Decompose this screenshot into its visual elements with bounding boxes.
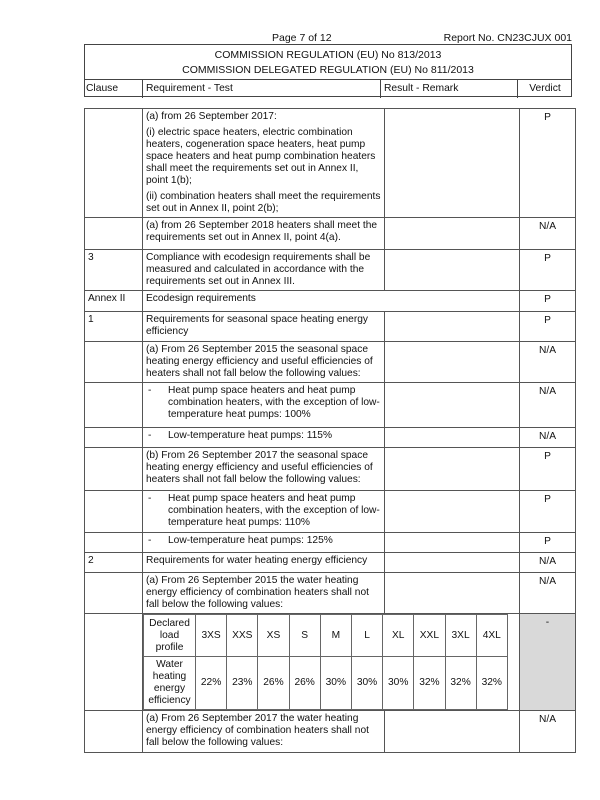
requirement-cell: (b) From 26 September 2017 the seasonal space heating energy efficiency and useful efficiencies of heaters shall not fall below the following values: (143, 448, 385, 491)
result-cell (385, 428, 520, 448)
verdict-cell: P (520, 491, 576, 533)
requirements-table (84, 108, 576, 753)
table-row (85, 383, 576, 428)
clause-cell (85, 533, 143, 553)
report-number: Report No. CN23CJUX 001 (443, 32, 572, 44)
efficiency-cell: 32% (476, 657, 507, 710)
efficiency-cell: 32% (445, 657, 476, 710)
verdict-cell: P (520, 448, 576, 491)
verdict-cell: N/A (520, 342, 576, 383)
table-row (85, 573, 576, 614)
result-cell (385, 448, 520, 491)
verdict-cell: P (520, 109, 576, 218)
table-row (85, 312, 576, 342)
verdict-cell: - (520, 614, 576, 711)
clause-cell: 2 (85, 553, 143, 573)
column-header-clause: Clause (86, 83, 119, 94)
verdict-cell: P (520, 291, 576, 312)
result-cell (385, 553, 520, 573)
regulation-title-1: COMMISSION REGULATION (EU) No 813/2013 (214, 49, 442, 61)
clause-cell (85, 614, 143, 711)
regulation-title-2: COMMISSION DELEGATED REGULATION (EU) No 811/2013 (182, 64, 474, 76)
requirement-cell (143, 533, 385, 553)
profile-cell: L (351, 615, 382, 657)
verdict-cell: N/A (520, 553, 576, 573)
efficiency-cell: 32% (414, 657, 445, 710)
efficiency-cell: 23% (227, 657, 258, 710)
table-row (85, 533, 576, 553)
efficiency-cell: 22% (196, 657, 227, 710)
requirement-cell: (a) From 26 September 2017 the water heating energy efficiency of combination heaters shall not fall below the following values: (143, 711, 385, 753)
requirement-cell (143, 109, 385, 218)
load-profile-table (143, 614, 508, 710)
profile-cell: XS (258, 615, 289, 657)
verdict-cell: N/A (520, 573, 576, 614)
efficiency-cell: 26% (289, 657, 320, 710)
profile-cell: XL (383, 615, 414, 657)
verdict-cell: P (520, 250, 576, 291)
verdict-cell: N/A (520, 428, 576, 448)
load-profile-cell (143, 614, 520, 711)
table-row (85, 428, 576, 448)
result-cell (385, 383, 520, 428)
table-row (85, 448, 576, 491)
requirement-text: Heat pump space heaters and heat pump combination heaters, with the exception of low-temperature heat pumps: 100% (168, 385, 380, 420)
requirement-text: Low-temperature heat pumps: 125% (168, 535, 333, 546)
result-cell (385, 491, 520, 533)
profile-cell: 3XS (196, 615, 227, 657)
table-row (85, 711, 576, 753)
result-cell (385, 312, 520, 342)
requirement-text: (i) electric space heaters, electric combination heaters, cogeneration space heaters, heat pump space heaters and heat pump combination heaters shall meet the requirements set out in Annex II, point 1(b); (146, 127, 376, 186)
clause-cell (85, 218, 143, 250)
result-cell (385, 109, 520, 218)
result-cell (385, 250, 520, 291)
clause-cell (85, 342, 143, 383)
row-label: Water heating energy efficiency (144, 657, 196, 710)
table-row (85, 614, 576, 711)
bullet-dash: - (148, 493, 152, 504)
bullet-dash: - (148, 535, 152, 546)
page-number: Page 7 of 12 (272, 32, 332, 44)
table-row (85, 553, 576, 573)
clause-cell (85, 573, 143, 614)
clause-cell: 1 (85, 312, 143, 342)
row-label: Declared load profile (144, 615, 196, 657)
table-row (85, 291, 576, 312)
clause-cell (85, 109, 143, 218)
bullet-dash: - (148, 430, 152, 441)
result-cell (385, 533, 520, 553)
requirement-cell: (a) From 26 September 2015 the water heating energy efficiency of combination heaters shall not fall below the following values: (143, 573, 385, 614)
verdict-cell: N/A (520, 711, 576, 753)
requirement-cell: Compliance with ecodesign requirements shall be measured and calculated in accordance with the requirements set out in Annex III. (143, 250, 385, 291)
table-row (85, 109, 576, 218)
profile-cell: 4XL (476, 615, 507, 657)
table-row (85, 218, 576, 250)
requirement-cell (143, 383, 385, 428)
verdict-cell: N/A (520, 218, 576, 250)
result-cell (385, 573, 520, 614)
column-header-result: Result - Remark (380, 80, 517, 98)
requirement-cell: (a) From 26 September 2015 the seasonal space heating energy efficiency and useful efficiencies of heaters shall not fall below the following values: (143, 342, 385, 383)
verdict-cell: P (520, 312, 576, 342)
clause-cell: 3 (85, 250, 143, 291)
requirement-cell: Ecodesign requirements (143, 291, 520, 312)
document-header (84, 44, 572, 97)
requirement-cell (143, 428, 385, 448)
efficiency-cell: 30% (383, 657, 414, 710)
efficiency-row (144, 657, 508, 710)
requirement-cell: (a) from 26 September 2018 heaters shall meet the requirements set out in Annex II, point 4(a). (143, 218, 385, 250)
profile-cell: S (289, 615, 320, 657)
result-cell (385, 218, 520, 250)
column-header-verdict: Verdict (517, 80, 572, 98)
clause-cell (85, 383, 143, 428)
profile-cell: M (320, 615, 351, 657)
table-row (85, 342, 576, 383)
profile-cell: XXL (414, 615, 445, 657)
requirement-cell: Requirements for water heating energy efficiency (143, 553, 385, 573)
bullet-dash: - (148, 385, 152, 396)
table-row (85, 250, 576, 291)
requirement-text: (ii) combination heaters shall meet the requirements set out in Annex II, point 2(b); (146, 191, 381, 214)
efficiency-cell: 26% (258, 657, 289, 710)
requirement-text: (a) from 26 September 2017: (146, 111, 277, 122)
column-header-requirement: Requirement - Test (142, 80, 380, 98)
table-row (85, 491, 576, 533)
requirement-text: Low-temperature heat pumps: 115% (168, 430, 333, 441)
clause-cell (85, 491, 143, 533)
efficiency-cell: 30% (320, 657, 351, 710)
clause-cell: Annex II (85, 291, 143, 312)
clause-cell (85, 448, 143, 491)
result-cell (385, 342, 520, 383)
requirement-cell: Requirements for seasonal space heating energy efficiency (143, 312, 385, 342)
column-headers (84, 79, 572, 98)
profile-cell: XXS (227, 615, 258, 657)
load-profile-row (144, 615, 508, 657)
efficiency-cell: 30% (351, 657, 382, 710)
profile-cell: 3XL (445, 615, 476, 657)
requirement-cell (143, 491, 385, 533)
verdict-cell: N/A (520, 383, 576, 428)
requirement-text: Heat pump space heaters and heat pump combination heaters, with the exception of low-temperature heat pumps: 110% (168, 493, 380, 528)
verdict-cell: P (520, 533, 576, 553)
clause-cell (85, 428, 143, 448)
result-cell (385, 711, 520, 753)
clause-cell (85, 711, 143, 753)
